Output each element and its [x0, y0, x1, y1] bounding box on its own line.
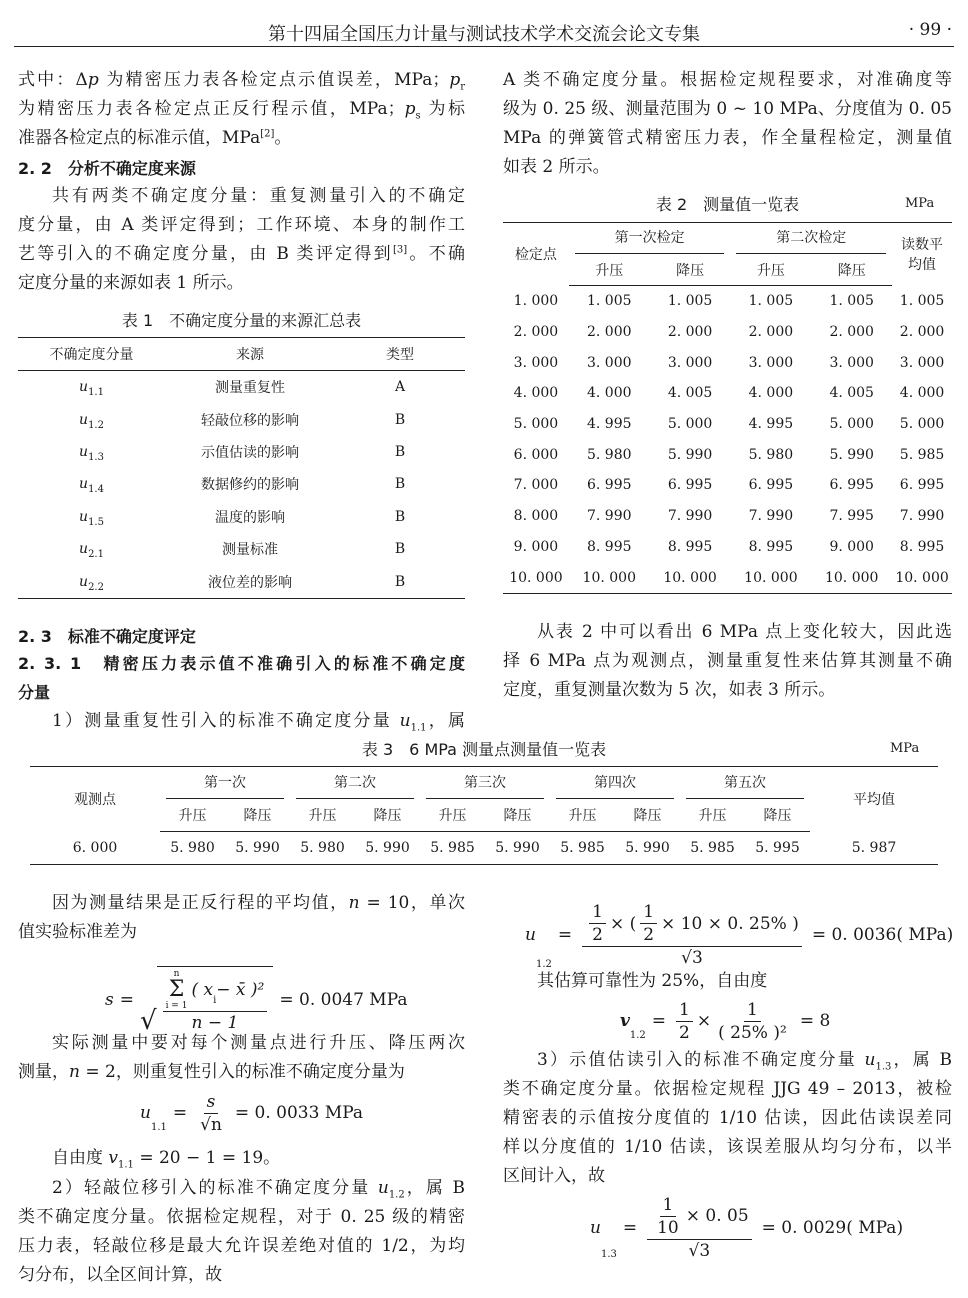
table-cell: 3. 000 [667, 354, 713, 371]
table-cell: 1. 000 [513, 293, 559, 310]
table-cell: 5. 990 [365, 840, 410, 856]
paragraph-reliability [503, 967, 952, 996]
math-symbol: n [348, 893, 360, 913]
formula-u11: u $_{1.1}$ = $\frac{s}{√n}$ = 0. 0033 MPa [140, 1091, 364, 1135]
table-cell: 2. 000 [513, 324, 559, 341]
math-symbol: u [79, 379, 89, 396]
section-heading-2-2 [18, 154, 465, 183]
formula-result: = 0. 0036( MPa) [811, 925, 954, 945]
text-line: 1）测量重复性引入的标准不确定度分量 $u_{1.1}$，属 [52, 711, 465, 734]
paragraph-tap-displacement [18, 1174, 465, 1290]
table3-unit: MPa [890, 741, 920, 756]
text-line: 值实验标准差为 [18, 922, 137, 942]
table-cell: 9. 000 [829, 538, 874, 555]
section-heading-2-3 [18, 622, 465, 651]
table-row [18, 468, 465, 500]
table-cell: 5. 990 [495, 840, 540, 856]
table1-title: 表 1 不确定度分量的来源汇总表 [121, 311, 362, 330]
text-line: 自由度 $v_{1.1} = 20 - 1 = 19$。 [52, 1148, 281, 1171]
table-cell: 5. 985 [899, 446, 945, 463]
table1-header: 类型 [335, 338, 465, 371]
frac-num: 1 [660, 1194, 677, 1217]
table-cell: 5. 990 [829, 446, 874, 463]
cell-component [18, 403, 165, 435]
frac-den: 10 [657, 1217, 679, 1238]
group-label: 第五次 [686, 768, 804, 799]
table-row [503, 532, 952, 563]
text-line: 定度分量的来源如表 1 所示。 [18, 273, 244, 293]
cell-type: A [394, 379, 406, 396]
frac-num: 1 [744, 999, 761, 1022]
header-rule [14, 46, 954, 47]
table-cell: 5. 980 [748, 446, 794, 463]
table-cell: 5. 000 [829, 416, 874, 433]
table-row [503, 286, 952, 317]
frac-num: 1 [676, 999, 693, 1022]
table3-header-row [30, 767, 938, 800]
math-symbol: v [108, 1148, 119, 1168]
table2-header-point: 检定点 [514, 247, 557, 264]
group-label: 第二次 [296, 768, 414, 799]
table-row [18, 436, 465, 468]
cell-source: 示值估读的影响 [201, 444, 299, 461]
formula-denominator: √3 [681, 948, 703, 968]
table2-header-up: 升压 [730, 254, 811, 286]
table-cell: 10. 000 [582, 569, 636, 586]
text-line: 实际测量中要对每个测量点进行升压、降压两次 [52, 1033, 465, 1053]
table1-header: 不确定度分量 [18, 338, 165, 371]
table-cell: 4. 005 [829, 385, 874, 402]
table2-header-up: 升压 [569, 254, 650, 286]
formula-numerator: s [206, 1091, 216, 1112]
cell-type: B [394, 443, 406, 460]
sigma-icon: n Σ i = 1 [165, 969, 188, 1011]
sum-lower: i = 1 [165, 1001, 188, 1011]
table-cell: 9. 000 [513, 538, 559, 555]
table-cell: 10. 000 [663, 569, 717, 586]
table1-uncertainty-sources [18, 337, 465, 599]
text-line: A 类不确定度分量。根据检定规程要求，对准确度等 [503, 70, 952, 90]
math-symbol: u [79, 411, 89, 428]
table-cell: 6. 995 [899, 477, 945, 494]
text-line: 择 6 MPa 点为观测点，测量重复性来估算其测量不确 [503, 651, 952, 671]
table-cell: 6. 995 [748, 477, 794, 494]
formula-inner: × 10 × 0. 25% ) [661, 913, 799, 934]
table-cell: 5. 990 [625, 840, 670, 856]
cell-type: B [394, 541, 406, 558]
subscript: 1.5 [88, 516, 104, 528]
frac-num: 1 [640, 901, 657, 924]
table-cell: 5. 000 [899, 416, 945, 433]
formula-inner: × 0. 05 [685, 1206, 749, 1226]
table3-header-group [290, 767, 420, 800]
table3-header-group [160, 767, 290, 800]
text-line: 式中：Δp 为精密压力表各检定点示值误差，MPa；$p_r$ [18, 70, 465, 93]
subscript: 1.1 [410, 722, 427, 734]
table3-header-down: 降压 [485, 799, 550, 832]
table-cell: 4. 000 [748, 385, 794, 402]
group-label: 第三次 [426, 768, 544, 799]
subscript: 1.2 [88, 419, 104, 431]
cell-component [18, 436, 165, 468]
math-symbol: p [404, 99, 416, 119]
group-label: 第一次 [166, 768, 284, 799]
table3-header-avg: 平均值 [853, 792, 895, 809]
table-cell: 4. 000 [899, 385, 945, 402]
table-cell: 2. 000 [748, 324, 794, 341]
table-cell: 3. 000 [829, 354, 874, 371]
subscript: r [460, 81, 465, 93]
text-line: 2）轻敲位移引入的标准不确定度分量 $u_{1.2}$，属 B [52, 1178, 465, 1201]
formula-sub: i [213, 995, 217, 1006]
page-number: · 99 · [908, 20, 952, 40]
text-line: 共有两类不确定度分量：重复测量引入的不确定 [52, 186, 465, 206]
table-cell: 6. 995 [667, 477, 713, 494]
table2-header-second-label: 第二次检定 [736, 223, 886, 254]
table-cell: 5. 985 [430, 840, 475, 856]
math-symbol: n [69, 1062, 80, 1082]
table-row [503, 378, 952, 409]
subscript: 1.1 [118, 1159, 134, 1171]
table-cell: 8. 995 [748, 538, 794, 555]
formula-result: = 0. 0029( MPa) [761, 1217, 904, 1238]
table3-header-group [550, 767, 680, 800]
table-row [18, 565, 465, 598]
table-cell: 10. 000 [744, 569, 798, 586]
table3-title: 表 3 6 MPa 测量点测量值一览表 [361, 740, 607, 759]
table-row [30, 832, 938, 865]
subscript: 1.3 [875, 1061, 892, 1073]
table3-header-up: 升压 [550, 799, 615, 832]
table-cell: 3. 000 [748, 354, 794, 371]
formula-sub: 1.2 [535, 959, 552, 970]
table2-header-down: 降压 [811, 254, 892, 286]
table-cell: 5. 985 [560, 840, 605, 856]
cell-component [18, 371, 165, 404]
formula-lhs: v [620, 1011, 630, 1031]
text-line: 如表 2 所示。 [503, 157, 610, 177]
frac-den: 2 [592, 925, 603, 945]
cell-type: B [394, 508, 406, 525]
table-cell: 7. 990 [899, 508, 945, 525]
formula-mid: × ( [609, 913, 637, 934]
table3-header-up: 升压 [680, 799, 745, 832]
table-cell: 1. 005 [829, 293, 874, 310]
table2-header-first [569, 223, 731, 255]
paragraph-choose-6mpa [503, 618, 952, 705]
text-line: 定度，重复测量次数为 5 次，如表 3 所示。 [503, 680, 836, 700]
table3-header-point: 观测点 [74, 792, 116, 809]
table-cell: 1. 005 [748, 293, 794, 310]
formula-v12: v $_{1.2}$ = $\frac{1}{2}$ × $\frac{1}{\text{( 25\% )²}}$ = 8 [620, 999, 831, 1043]
cell-source: 轻敲位移的影响 [201, 412, 299, 429]
sum-upper: n [173, 969, 180, 979]
cell-type: B [394, 573, 406, 590]
math-symbol: p [449, 70, 461, 90]
table-cell: 1. 005 [587, 293, 632, 310]
table-row [18, 371, 465, 404]
table-cell: 6. 995 [829, 477, 874, 494]
table1-header: 来源 [165, 338, 335, 371]
table3-header-down: 降压 [615, 799, 680, 832]
table3-header-down: 降压 [355, 799, 420, 832]
table3-header-up: 升压 [420, 799, 485, 832]
text-line: 为精密压力表各检定点正反行程示值，MPa；$p_s$ 为标 [18, 99, 465, 122]
table-cell: 7. 000 [513, 477, 559, 494]
formula-u13: u 1.3 = $\frac{1}{10}$ × 0. 05 √3 = 0. 0029( MPa) [590, 1194, 904, 1261]
formula-numerator: ( x [191, 980, 214, 1000]
math-symbol: u [79, 508, 89, 525]
table3-header-down: 降压 [225, 799, 290, 832]
formula-lhs: s [105, 990, 114, 1010]
table-cell: 7. 990 [587, 508, 632, 525]
table2-measurements [503, 222, 952, 594]
text-line: 其估算可靠性为 25%，自由度 [537, 971, 768, 991]
subscript: s [415, 110, 421, 122]
text-line: 3）示值估读引入的标准不确定度分量 $u_{1.3}$，属 B [537, 1050, 952, 1073]
table3-header-up: 升压 [160, 799, 225, 832]
table-cell: 5. 990 [667, 446, 713, 463]
table-cell: 8. 995 [899, 538, 945, 555]
math-symbol: u [79, 476, 89, 493]
table-cell: 2. 000 [667, 324, 713, 341]
table-cell: 5. 995 [755, 840, 800, 856]
table-cell: 8. 000 [513, 508, 559, 525]
formula-u12: u 1.2 = $\frac{1}{2}$ × ( $\frac{1}{2}$ × 10 × 0. 25% ) √3 = 0. 0036( MPa) [525, 902, 954, 970]
table-cell: 7. 990 [748, 508, 794, 525]
formula-times: × [696, 1011, 712, 1031]
cell-component [18, 501, 165, 533]
text-line: 艺等引入的不确定度分量，由 B 类评定得到[3]。不确 [18, 244, 465, 264]
paragraph-mean-of-strokes [18, 889, 465, 947]
text-line: 匀分布，以全区间计算，故 [18, 1265, 222, 1285]
cell-type: B [394, 411, 406, 428]
cell-source: 温度的影响 [215, 509, 285, 526]
frac-num: 1 [589, 901, 606, 924]
cell-component [18, 533, 165, 565]
paragraph-type-a-gauge [503, 66, 952, 182]
cell-source: 测量重复性 [215, 380, 285, 397]
paragraph-symbol-definitions [18, 66, 465, 153]
text-line: 2. 2 分析不确定度来源 [18, 159, 196, 178]
text-line: MPa 的弹簧管式精密压力表，作全量程检定，测量值 [503, 128, 952, 148]
text-line: 类不确定度分量。依据检定规程 JJG 49 – 2013，被检 [503, 1079, 952, 1099]
math-symbol: u [79, 541, 89, 558]
table2-unit: MPa [905, 196, 935, 211]
formula-standard-deviation: s = √ n Σ i = 1 ( x $_i$ − x̄ )² n − 1 = 0. 0047 MPa [105, 955, 414, 1045]
table-cell: 8. 995 [667, 538, 713, 555]
table-cell: 6. 000 [513, 446, 559, 463]
table-cell: 7. 990 [667, 508, 713, 525]
sqrt-symbol: √ n Σ i = 1 ( x $_i$ − x̄ )² n − 1 [140, 966, 273, 1034]
text-line: 精密表的示值按分度值的 1/10 估读，因此估读误差同 [503, 1108, 952, 1128]
text-line: 准器各检定点的标准示值，MPa[2]。 [18, 128, 292, 148]
table-cell: 5. 990 [235, 840, 280, 856]
table-cell: 2. 000 [899, 324, 945, 341]
cell-component [18, 468, 165, 500]
table-row [503, 409, 952, 440]
formula-numerator-rest: − x̄ )² [216, 980, 265, 1000]
table-cell: 10. 000 [824, 569, 879, 586]
running-header-title: 第十四届全国压力计量与测试技术学术交流会论文专集 [268, 24, 700, 45]
formula-lhs: u [525, 925, 536, 945]
text-line: 从表 2 中可以看出 6 MPa 点上变化较大，因此选 [537, 622, 952, 642]
table2-header-second [730, 223, 892, 255]
paragraph-two-measurements [18, 1029, 465, 1087]
table-cell: 3. 000 [899, 354, 945, 371]
subscript: 1.3 [88, 451, 104, 463]
formula-result: = 8 [799, 1011, 831, 1031]
citation-superscript: [3] [392, 244, 408, 256]
table3-header-group [420, 767, 550, 800]
table-cell: 8. 995 [587, 538, 632, 555]
frac-den: 2 [643, 925, 655, 945]
formula-lhs: u [590, 1217, 601, 1238]
math-symbol: u [399, 711, 411, 731]
text-line: 度分量，由 A 类评定得到；工作环境、本身的制作工 [18, 215, 465, 235]
subscript: 1.4 [88, 484, 104, 496]
table-cell: 5. 980 [170, 840, 215, 856]
table-cell: 7. 995 [829, 508, 874, 525]
paragraph-uncertainty-sources [18, 182, 465, 298]
table-cell: 4. 005 [667, 385, 713, 402]
table3-6mpa-measurements [30, 766, 938, 865]
paragraph-degrees-of-freedom [18, 1144, 465, 1173]
text-line: 级为 0. 25 级、测量范围为 0 ~ 10 MPa、分度值为 0. 05 [503, 99, 952, 119]
subscript: 2.2 [88, 581, 104, 593]
math-symbol: u [864, 1050, 876, 1070]
text-line: 压力表，轻敲位移是最大允许误差绝对值的 1/2，为均 [18, 1236, 465, 1256]
frac-den: ( 25% )² [718, 1022, 787, 1043]
table-cell: 4. 000 [513, 385, 559, 402]
table-cell: 2. 000 [829, 324, 874, 341]
frac-den: 2 [679, 1022, 690, 1043]
text-line: 因为测量结果是正反行程的平均值，n = 10，单次 [52, 893, 465, 913]
formula-denominator: √3 [688, 1240, 711, 1261]
cell-component [18, 565, 165, 598]
math-symbol: p [87, 70, 99, 90]
text-line: 分量 [18, 683, 51, 702]
table-row [18, 403, 465, 435]
table-cell: 4. 000 [587, 385, 632, 402]
table-cell: 6. 995 [587, 477, 632, 494]
section-heading-2-3-1 [18, 649, 465, 707]
table2-header-down: 降压 [650, 254, 731, 286]
group-label: 第四次 [556, 768, 674, 799]
subscript: 2.1 [88, 548, 104, 560]
text-line: 区间计入，故 [503, 1166, 605, 1186]
table-cell: 1. 005 [899, 293, 945, 310]
table-cell: 4. 995 [587, 416, 632, 433]
subscript: 1.2 [388, 1189, 405, 1201]
table-cell: 3. 000 [513, 354, 559, 371]
table2-header-first-label: 第一次检定 [575, 223, 725, 254]
table-cell: 6. 000 [72, 839, 118, 856]
table-row [18, 533, 465, 565]
paragraph-reading-estimate [503, 1046, 952, 1191]
math-symbol: u [79, 573, 89, 590]
formula-sub: 1.1 [150, 1122, 167, 1133]
table-cell: 3. 000 [587, 354, 632, 371]
table-row [503, 439, 952, 470]
cell-source: 数据修约的影响 [201, 477, 299, 494]
text-line: 2. 3. 1 精密压力表示值不准确引入的标准不确定度 [18, 654, 465, 673]
table-cell: 5. 987 [851, 839, 897, 856]
table3-header-group [680, 767, 810, 800]
formula-denominator: n − 1 [191, 1013, 239, 1033]
table3-subheader-row [30, 799, 938, 832]
text-line: 类不确定度分量。依据检定规程，对于 0. 25 级的精密 [18, 1207, 465, 1227]
table-cell: 1. 005 [667, 293, 713, 310]
table-row [503, 470, 952, 501]
cell-type: B [394, 476, 406, 493]
table-cell: 10. 000 [509, 569, 563, 586]
table-row [503, 501, 952, 532]
text-line: 测量，n = 2，则重复性引入的标准不确定度分量为 [18, 1062, 405, 1082]
subscript: 1.1 [88, 386, 104, 398]
table2-title: 表 2 测量值一览表 [655, 195, 800, 214]
table-cell: 4. 995 [748, 416, 794, 433]
formula-denominator: √n [200, 1114, 222, 1135]
table-cell: 5. 000 [513, 416, 559, 433]
formula-result: = 0. 0047 MPa [279, 990, 408, 1010]
formula-sub: 1.3 [600, 1249, 617, 1260]
table-cell: 5. 980 [300, 840, 345, 856]
table-cell: 5. 980 [587, 446, 632, 463]
text-line: 样以分度值的 1/10 估读，该误差服从均匀分布，以半 [503, 1137, 952, 1157]
table-cell: 10. 000 [895, 569, 949, 586]
table-row [503, 317, 952, 348]
table3-header-up: 升压 [290, 799, 355, 832]
table-row [18, 501, 465, 533]
paragraph-repeatability [18, 707, 465, 736]
formula-result: = 0. 0033 MPa [234, 1103, 364, 1123]
table2-header-avg: 读数平均值 [901, 237, 944, 274]
cell-source: 测量标准 [222, 542, 278, 559]
formula-sub: 1.2 [629, 1030, 646, 1041]
math-symbol: u [377, 1178, 389, 1198]
table-cell: 5. 985 [690, 840, 735, 856]
table-row [503, 562, 952, 593]
text-line: 2. 3 标准不确定度评定 [18, 627, 196, 646]
formula-lhs: u [140, 1103, 151, 1123]
table-cell: 5. 000 [667, 416, 713, 433]
cell-source: 液位差的影响 [208, 574, 292, 591]
table-cell: 2. 000 [587, 324, 632, 341]
table3-header-down: 降压 [745, 799, 810, 832]
table-row [503, 347, 952, 378]
citation-superscript: [2] [260, 128, 275, 140]
math-symbol: u [79, 443, 89, 460]
